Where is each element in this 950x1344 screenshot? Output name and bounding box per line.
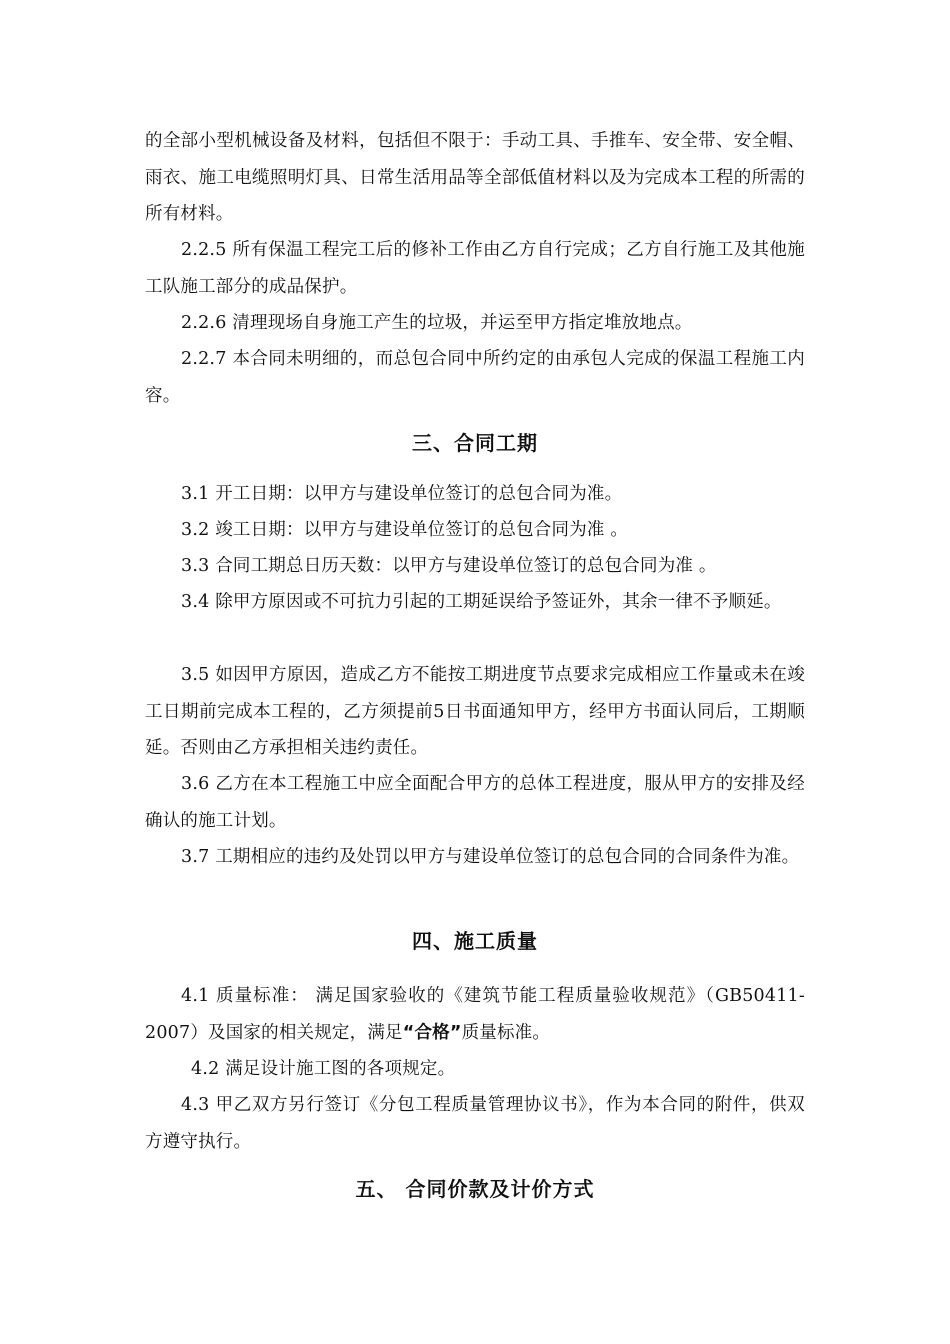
clause-3-3: 3.3 合同工期总日历天数：以甲方与建设单位签订的总包合同为准 。 xyxy=(181,556,717,576)
intro-paragraph: 的全部小型机械设备及材料，包括但不限于：手动工具、手推车、安全带、安全帽、雨衣、施工电缆照明灯具、日常生活用品等全部低值材料以及为完成本工程的所需的所有材料。 xyxy=(145,131,805,224)
clause-3-4: 3.4 除甲方原因或不可抗力引起的工期延误给予签证外，其余一律不予顺延。 xyxy=(181,592,782,612)
clause-3-1: 3.1 开工日期：以甲方与建设单位签订的总包合同为准。 xyxy=(181,484,623,504)
heading-construction-quality: 四、施工质量 xyxy=(412,929,538,953)
heading-contract-price: 五、 合同价款及计价方式 xyxy=(355,1177,595,1201)
clause-4-1 xyxy=(145,978,805,1051)
clause-4-3: 4.3 甲乙双方另行签订《分包工程质量管理协议书》，作为本合同的附件，供双方遵守执行。 xyxy=(145,1095,805,1152)
clause-3-7: 3.7 工期相应的违约及处罚以甲方与建设单位签订的总包合同的合同条件为准。 xyxy=(181,847,800,867)
heading-contract-period: 三、合同工期 xyxy=(412,431,538,455)
clause-4-1-tail: 质量标准。 xyxy=(461,1022,551,1043)
qualified-emphasis: “合格” xyxy=(402,1022,462,1043)
clause-2-2-7: 2.2.7 本合同未明细的，而总包合同中所约定的由承包人完成的保温工程施工内容。 xyxy=(145,349,805,406)
clause-2-2-6: 2.2.6 清理现场自身施工产生的垃圾，并运至甲方指定堆放地点。 xyxy=(181,313,693,333)
clause-4-1-text: 4.1 质量标准： 满足国家验收的《建筑节能工程质量验收规范》（GB50411-2007）及国家的相关规定，满足 xyxy=(145,986,805,1043)
clause-3-2: 3.2 竣工日期：以甲方与建设单位签订的总包合同为准 。 xyxy=(181,520,629,540)
clause-4-2: 4.2 满足设计施工图的各项规定。 xyxy=(191,1059,456,1079)
clause-3-6: 3.6 乙方在本工程施工中应全面配合甲方的总体工程进度，服从甲方的安排及经确认的施工计划。 xyxy=(145,774,805,831)
clause-2-2-5: 2.2.5 所有保温工程完工后的修补工作由乙方自行完成；乙方自行施工及其他施工队施工部分的成品保护。 xyxy=(145,240,805,297)
clause-3-5: 3.5 如因甲方原因，造成乙方不能按工期进度节点要求完成相应工作量或未在竣工日期前完成本工程的，乙方须提前5日书面通知甲方，经甲方书面认同后，工期顺延。否则由乙方承担相关违约责任。 xyxy=(145,665,805,758)
